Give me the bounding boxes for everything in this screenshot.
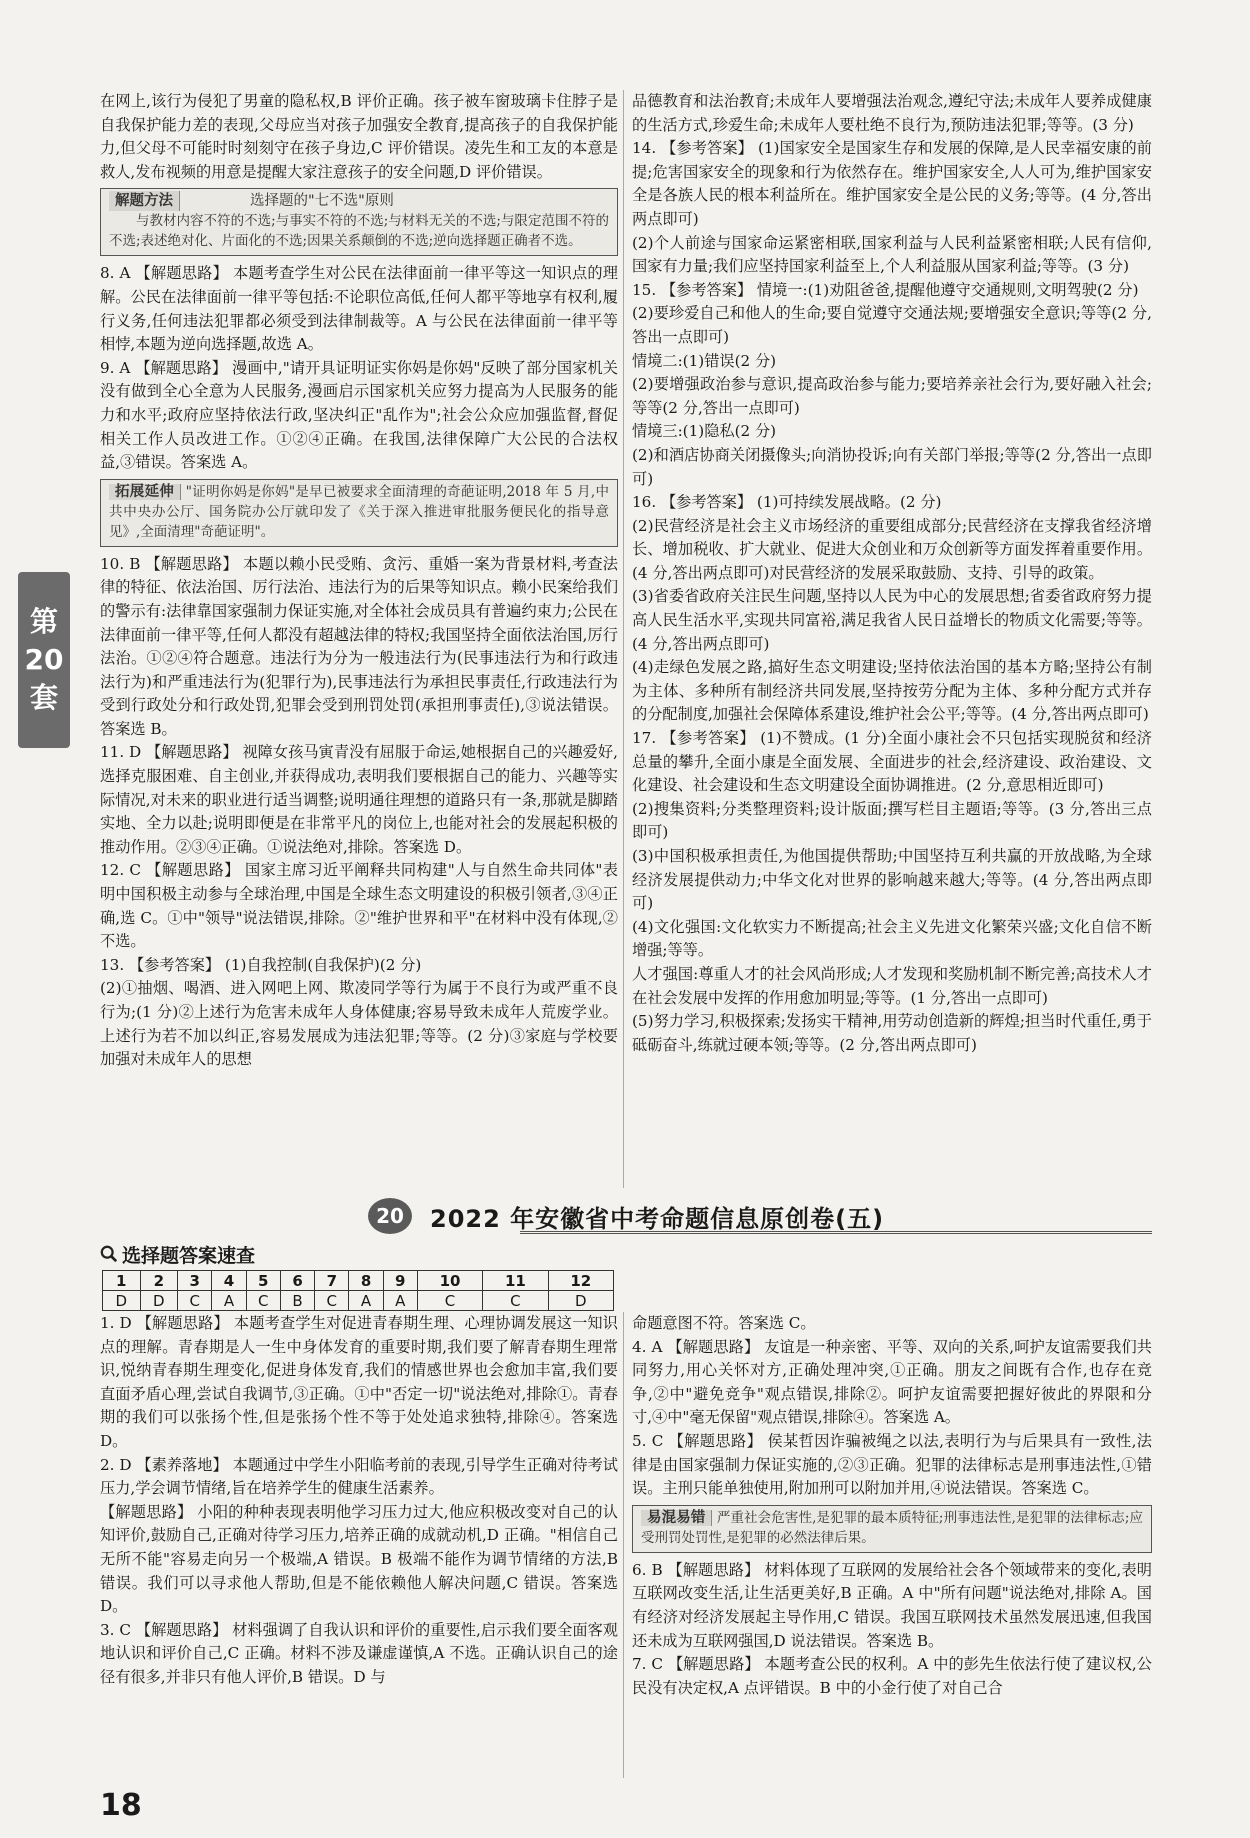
left-column-bottom [100,1312,618,1690]
answer-17-line: (5)努力学习,积极探索;发扬实干精神,用劳动创造新的辉煌;担当时代重任,勇于砥砺奋斗,练就过硬本领;等等。(2 分,答出两点即可) [632,1012,1152,1054]
answer-cell: D [140,1291,178,1311]
page-number: 18 [100,1788,142,1823]
method-box [100,188,618,256]
answer-cell: C [315,1291,349,1311]
answer-13-part2: (2)①抽烟、喝酒、进入网吧上网、欺凌同学等行为属于不良行为或严重不良行为;(1 分)②上述行为危害未成年人身体健康;容易导致未成年人荒废学业。上述行为若不加以纠正,容易发展成为违法犯罪;等等。(2 分)③家庭与学校要加强对未成年人的思想 [100,979,618,1069]
answer-3: 3. C 【解题思路】 材料强调了自我认识和评价的重要性,启示我们要全面客观地认识和评价自己,C 正确。材料不涉及谦虚谨慎,A 不选。正确认识自己的途径有很多,并非只有他人评价,B 错误。D 与 [100,1620,618,1686]
answer-15-line: 情境二:(1)错误(2 分) [632,351,777,370]
question-number-cell: 2 [140,1271,178,1291]
paragraph: 在网上,该行为侵犯了男童的隐私权,B 评价正确。孩子被车窗玻璃卡住脖子是自我保护能力差的表现,父母应当对孩子加强安全教育,提高孩子的自我保护能力,但父母不可能时时刻刻守在孩子身边,C 评价错误。凌先生和工友的本意是救人,发布视频的用意是提醒大家注意孩子的安全问题,D 评价错误。 [100,92,618,181]
left-column-top [100,90,618,1072]
answer-10: 10. B 【解题思路】 本题以赖小民受贿、贪污、重婚一案为背景材料,考查法律的特征、依法治国、厉行法治、违法行为的后果等知识点。赖小民案给我们的警示有:法律靠国家强制力保证实施,对全体社会成员具有普遍约束力;公民在法律面前一律平等,任何人都没有超越法律的特权;我国坚持全面依法治国,厉行法治。①②④符合题意。违法行为分为一般违法行为(民事违法行为和行政违法行为)和严重违法行为(犯罪行为),民事违法行为承担民事责任,行政违法行为受到行政处分和行政处罚,犯罪会受到刑罚处罚(承担刑事责任),③说法错误。答案选 B。 [100,554,618,738]
answer-cell: D [103,1291,141,1311]
answer-7: 7. C 【解题思路】 本题考查公民的权利。A 中的彭先生依法行使了建议权,公民没有决定权,A 点评错误。B 中的小金行使了对自己合 [632,1655,1152,1697]
answer-cell: A [212,1291,246,1311]
column-divider [623,1312,624,1778]
quick-check-label: 选择题答案速查 [122,1244,256,1267]
side-tab-char: 20 [24,643,64,676]
answer-14: 14. 【参考答案】 (1)国家安全是国家生存和发展的保障,是人民幸福安康的前提;危害国家安全的现象和行为依然存在。维护国家安全,人人可为,维护国家安全是各族人民的根本利益所在。维护国家安全是公民的义务;等等。(4 分,答出两点即可) [632,139,1152,228]
box-label: 易混易错 [641,1510,712,1526]
question-number-cell: 9 [383,1271,417,1291]
answer-16-line: (2)民营经济是社会主义市场经济的重要组成部分;民营经济在支撑我省经济增长、增加税收、扩大就业、促进大众创业和万众创新等方面发挥着重要作用。(4 分,答出两点即可)对民营经济的发展采取鼓励、支持、引导的政策。 [632,516,1152,582]
paragraph: 命题意图不符。答案选 C。 [632,1314,816,1332]
answer-15-line: 情境三:(1)隐私(2 分) [632,422,777,441]
question-number-cell: 6 [280,1271,314,1291]
box-label: 解题方法 [109,191,180,211]
question-number-cell: 8 [349,1271,383,1291]
question-number-cell: 7 [315,1271,349,1291]
answer-1: 1. D 【解题思路】 本题考查学生对促进青春期生理、心理协调发展这一知识点的理解。青春期是人一生中身体发育的重要时期,我们要了解青春期生理常识,悦纳青春期生理变化,促进身体发育,我们的情感世界也会愈加丰富,我们要直面矛盾心理,尝试自我调节,③正确。①中"否定一切"说法绝对,排除①。青春期的我们可以张扬个性,但是张扬个性不等于处处追求独特,排除④。答案选 D。 [100,1314,618,1450]
answer-17-line: (2)搜集资料;分类整理资料;设计版面;撰写栏目主题语;等等。(3 分,答出三点即可) [632,799,1152,842]
question-number-cell: 10 [417,1271,482,1291]
box-text: "证明你妈是你妈"是早已被要求全面清理的奇葩证明,2018 年 5 月,中共中央办公厅、国务院办公厅就印发了《关于深入推进审批服务便民化的指导意见》,全面清理"奇葩证明"。 [109,483,609,540]
section-number-badge: 20 [368,1198,412,1234]
answer-17-line: (3)中国积极承担责任,为他国提供帮助;中国坚持互利共赢的开放战略,为全球经济发展提供动力;中华文化对世界的影响越来越大;等等。(4 分,答出两点即可) [632,847,1152,913]
answer-14-part2: (2)个人前途与国家命运紧密相联,国家利益与人民利益紧密相联;人民有信仰,国家有力量;我们应坚持国家利益至上,个人利益服从国家利益;等等。(3 分) [632,233,1152,276]
answer-15-line: (2)和酒店协商关闭摄像头;向消协投诉;向有关部门举报;等等(2 分,答出一点即可) [632,445,1152,488]
extension-box [100,479,618,547]
answer-cell: C [178,1291,212,1311]
answer-cell: C [417,1291,482,1311]
question-number-cell: 1 [103,1271,141,1291]
paragraph: 品德教育和法治教育;未成年人要增强法治观念,遵纪守法;未成年人要养成健康的生活方式,珍爱生命;未成年人要杜绝不良行为,预防违法犯罪;等等。(3 分) [632,92,1152,134]
answer-4: 4. A 【解题思路】 友谊是一种亲密、平等、双向的关系,呵护友谊需要我们共同努力,用心关怀对方,正确处理冲突,①正确。朋友之间既有合作,也存在竞争,②中"避免竞争"观点错误,排除②。呵护友谊需要把握好彼此的界限和分寸,④中"毫无保留"观点错误,排除④。答案选 A。 [632,1337,1152,1427]
box-title: 选择题的"七不选"原则 [250,193,394,210]
answer-cell: C [483,1291,548,1311]
quick-check-title [100,1240,618,1268]
answer-cell: B [280,1291,314,1311]
right-column-bottom [632,1312,1152,1700]
answer-2-part2: 【解题思路】 小阳的种种表现表明他学习压力过大,他应积极改变对自己的认知评价,鼓励自己,正确对待学习压力,培养正确的成就动机,D 正确。"相信自己无所不能"容易走向另一个极端,A 错误。B 极端不能作为调节情绪的方法,B 错误。我们可以寻求他人帮助,但是不能依赖他人解决问题,C 错误。答案选 D。 [100,1502,618,1616]
question-number-cell: 3 [178,1271,212,1291]
answer-cell: A [349,1291,383,1311]
right-column-top [632,90,1152,1057]
answer-17-line: 17. 【参考答案】 (1)不赞成。(1 分)全面小康社会不只包括实现脱贫和经济总量的攀升,全面小康是全面发展、全面进步的社会,经济建设、政治建设、文化建设、社会建设和生态文明建设全面协调推进。(2 分,意思相近即可) [632,729,1152,795]
answer-9: 9. A 【解题思路】 漫画中,"请开具证明证实你妈是你妈"反映了部分国家机关没有做到全心全意为人民服务,漫画启示国家机关应努力提高为人民服务的能力和水平;政府应坚持依法行政,坚决纠正"乱作为";社会公众应加强监督,督促相关工作人员改进工作。①②④正确。在我国,法律保障广大公民的合法权益,③错误。答案选 A。 [100,358,618,472]
section-title: 2022 年安徽省中考命题信息原创卷(五) [430,1204,885,1233]
answer-cell: C [246,1291,280,1311]
answer-cell: A [383,1291,417,1311]
answer-16-line: (3)省委省政府关注民生问题,坚持以人民为中心的发展思想;省委省政府努力提高人民生活水平,实现共同富裕,满足我省人民日益增长的物质文化需要;等等。(4 分,答出两点即可) [632,587,1152,653]
box-text: 与教材内容不符的不选;与事实不符的不选;与材料无关的不选;与限定范围不符的不选;表述绝对化、片面化的不选;因果关系颠倒的不选;逆向选择题正确者不选。 [109,213,609,250]
answer-15-line: (2)要珍爱自己和他人的生命;要自觉遵守交通法规;要增强安全意识;等等(2 分,答出一点即可) [632,304,1152,346]
side-tab-char: 套 [29,681,58,714]
question-number-cell: 11 [483,1271,548,1291]
answer-table-answer-row [103,1291,614,1311]
question-number-cell: 12 [548,1271,613,1291]
magnifier-icon [100,1245,118,1263]
answer-2: 2. D 【素养落地】 本题通过中学生小阳临考前的表现,引导学生正确对待考试压力,学会调节情绪,旨在培养学生的健康生活素养。 [100,1455,618,1498]
set-number-tab [18,572,70,748]
column-divider [623,90,624,1188]
section-banner [100,1196,1152,1236]
answer-8: 8. A 【解题思路】 本题考查学生对公民在法律面前一律平等这一知识点的理解。公民在法律面前一律平等包括:不论职位高低,任何人都平等地享有权利,履行义务,任何违法犯罪都必须受到法律制裁等。A 与公民在法律面前一律平等相悖,本题为逆向选择题,故选 A。 [100,264,618,354]
answer-16-line: 16. 【参考答案】 (1)可持续发展战略。(2 分) [632,493,942,512]
answer-17-line: 人才强国:尊重人才的社会风尚形成;人才发现和奖励机制不断完善;高技术人才在社会发展中发挥的作用愈加明显;等等。(1 分,答出一点即可) [632,964,1152,1007]
confusion-box [632,1505,1152,1553]
answer-6: 6. B 【解题思路】 材料体现了互联网的发展给社会各个领域带来的变化,表明互联网改变生活,让生活更美好,B 正确。A 中"所有问题"说法绝对,排除 A。国有经济对经济发展起主导作用,C 错误。我国互联网技术虽然发展迅速,但我国还未成为互联网强国,D 说法错误。答案选 B。 [632,1560,1152,1650]
answer-table-header-row [103,1271,614,1291]
answer-12: 12. C 【解题思路】 国家主席习近平阐释共同构建"人与自然生命共同体"表明中国积极主动参与全球治理,中国是全球生态文明建设的积极引领者,③④正确,选 C。①中"领导"说法错误,排除。②"维护世界和平"在材料中没有体现,②不选。 [100,861,618,951]
answer-5: 5. C 【解题思路】 侯某哲因诈骗被绳之以法,表明行为与后果具有一致性,法律是由国家强制力保证实施的,②③正确。犯罪的法律标志是刑事违法性,①错误。主刑只能单独使用,附加刑可以附加并用,④说法错误。答案选 C。 [632,1431,1152,1498]
answer-cell: D [548,1291,613,1311]
answer-13: 13. 【参考答案】 (1)自我控制(自我保护)(2 分) [100,955,422,974]
box-label: 拓展延伸 [109,484,181,500]
answer-15-line: (2)要增强政治参与意识,提高政治参与能力;要培养亲社会行为,要好融入社会;等等(2 分,答出一点即可) [632,375,1152,417]
box-text: 严重社会危害性,是犯罪的最本质特征;刑事违法性,是犯罪的法律标志;应受刑罚处罚性,是犯罪的必然法律后果。 [641,1509,1144,1546]
answer-16-line: (4)走绿色发展之路,搞好生态文明建设;坚持依法治国的基本方略;坚持公有制为主体、多种所有制经济共同发展,坚持按劳分配为主体、多种分配方式并存的分配制度,加强社会保障体系建设,维护社会公平;等等。(4 分,答出两点即可) [632,658,1152,724]
question-number-cell: 4 [212,1271,246,1291]
answer-11: 11. D 【解题思路】 视障女孩马寅青没有屈服于命运,她根据自己的兴趣爱好,选择克服困难、自主创业,并获得成功,表明我们要根据自己的能力、兴趣等实际情况,对未来的职业进行适当调整;说明通往理想的道路只有一条,那就是脚踏实地、全力以赴;说明即便是在非常平凡的岗位上,也能对社会的发展起积极的推动作用。②③④正确。①说法绝对,排除。答案选 D。 [100,743,618,856]
answer-17-line: (4)文化强国:文化软实力不断提高;社会主义先进文化繁荣兴盛;文化自信不断增强;等等。 [632,917,1152,960]
answer-table [102,1270,614,1311]
banner-underline [520,1231,1152,1234]
question-number-cell: 5 [246,1271,280,1291]
answer-15-line: 15. 【参考答案】 情境一:(1)劝阻爸爸,提醒他遵守交通规则,文明驾驶(2 分) [632,280,1139,299]
side-tab-char: 第 [29,605,58,638]
